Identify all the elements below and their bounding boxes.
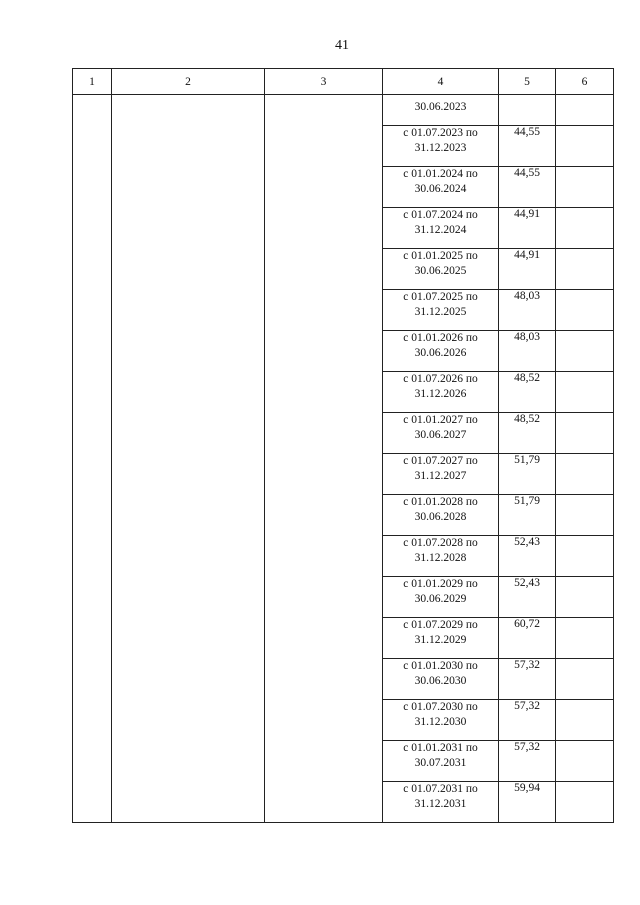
period-cell bbox=[383, 618, 499, 659]
cell-col-6 bbox=[556, 741, 614, 782]
period-start: с 01.01.2030 по bbox=[403, 660, 478, 672]
period-start: с 01.07.2024 по bbox=[403, 209, 478, 221]
period-end: 30.06.2027 bbox=[414, 429, 467, 441]
period-start: с 01.01.2026 по bbox=[403, 332, 478, 344]
period-end: 30.06.2026 bbox=[414, 347, 467, 359]
value-cell: 52,43 bbox=[499, 536, 556, 577]
cell-col-6 bbox=[556, 782, 614, 823]
period-cell bbox=[383, 659, 499, 700]
value-cell: 51,79 bbox=[499, 454, 556, 495]
period-end: 31.12.2023 bbox=[414, 142, 467, 154]
value-cell: 44,55 bbox=[499, 126, 556, 167]
period-cell bbox=[383, 741, 499, 782]
page-number: 41 bbox=[335, 38, 349, 53]
period-start: с 01.07.2029 по bbox=[403, 619, 478, 631]
header-col-2: 2 bbox=[112, 69, 265, 95]
value-cell: 48,03 bbox=[499, 331, 556, 372]
cell-col-6 bbox=[556, 536, 614, 577]
period-start: с 01.07.2025 по bbox=[403, 291, 478, 303]
period-cell bbox=[383, 495, 499, 536]
period-start: с 01.01.2027 по bbox=[403, 414, 478, 426]
value-cell: 44,91 bbox=[499, 249, 556, 290]
period-cell bbox=[383, 577, 499, 618]
cell-col-6 bbox=[556, 700, 614, 741]
value-cell: 57,32 bbox=[499, 659, 556, 700]
value-cell: 48,03 bbox=[499, 290, 556, 331]
cell-col-6 bbox=[556, 167, 614, 208]
cell-col-6 bbox=[556, 331, 614, 372]
header-col-3: 3 bbox=[265, 69, 383, 95]
cell-col-6 bbox=[556, 208, 614, 249]
period-cell bbox=[383, 372, 499, 413]
period-end: 31.12.2026 bbox=[414, 388, 467, 400]
period-start: с 01.07.2031 по bbox=[403, 783, 478, 795]
period-end: 30.06.2025 bbox=[414, 265, 467, 277]
period-cell bbox=[383, 126, 499, 167]
cell-col-3 bbox=[265, 95, 383, 823]
period-start: с 01.07.2028 по bbox=[403, 537, 478, 549]
period-cell bbox=[383, 290, 499, 331]
period-start: с 01.01.2025 по bbox=[403, 250, 478, 262]
cell-col-1 bbox=[73, 95, 112, 823]
header-col-5: 5 bbox=[499, 69, 556, 95]
value-cell: 52,43 bbox=[499, 577, 556, 618]
value-cell: 59,94 bbox=[499, 782, 556, 823]
header-row bbox=[73, 69, 614, 95]
period-cell bbox=[383, 454, 499, 495]
period-cell bbox=[383, 208, 499, 249]
cell-col-2 bbox=[112, 95, 265, 823]
value-cell bbox=[499, 95, 556, 126]
period-cell bbox=[383, 167, 499, 208]
period-start: с 01.07.2026 по bbox=[403, 373, 478, 385]
period-end: 30.06.2028 bbox=[414, 511, 467, 523]
tariff-table bbox=[72, 68, 614, 823]
period-start: с 01.07.2027 по bbox=[403, 455, 478, 467]
value-cell: 48,52 bbox=[499, 372, 556, 413]
period-cell bbox=[383, 331, 499, 372]
cell-col-6 bbox=[556, 95, 614, 126]
period-cell bbox=[383, 249, 499, 290]
cell-col-6 bbox=[556, 413, 614, 454]
cell-col-6 bbox=[556, 454, 614, 495]
period-start: с 01.01.2024 по bbox=[403, 168, 478, 180]
value-cell: 57,32 bbox=[499, 741, 556, 782]
header-col-6: 6 bbox=[556, 69, 614, 95]
period-start: с 01.01.2029 по bbox=[403, 578, 478, 590]
cell-col-6 bbox=[556, 577, 614, 618]
period-cell bbox=[383, 536, 499, 577]
period-end: 31.12.2031 bbox=[414, 798, 467, 810]
cell-col-6 bbox=[556, 659, 614, 700]
period-cell bbox=[383, 700, 499, 741]
period-start: с 01.07.2030 по bbox=[403, 701, 478, 713]
value-cell: 51,79 bbox=[499, 495, 556, 536]
cell-col-6 bbox=[556, 372, 614, 413]
period-end: 30.07.2031 bbox=[414, 757, 467, 769]
period-end: 31.12.2025 bbox=[414, 306, 467, 318]
period-start: с 01.01.2031 по bbox=[403, 742, 478, 754]
header-col-1: 1 bbox=[73, 69, 112, 95]
value-cell: 60,72 bbox=[499, 618, 556, 659]
period-end: 30.06.2024 bbox=[414, 183, 467, 195]
cell-col-6 bbox=[556, 290, 614, 331]
cell-col-6 bbox=[556, 126, 614, 167]
value-cell: 57,32 bbox=[499, 700, 556, 741]
period-start: с 01.01.2028 по bbox=[403, 496, 478, 508]
period-end: 31.12.2024 bbox=[414, 224, 467, 236]
cell-col-6 bbox=[556, 495, 614, 536]
period-end: 30.06.2030 bbox=[414, 675, 467, 687]
period-end: 31.12.2027 bbox=[414, 470, 467, 482]
value-cell: 44,55 bbox=[499, 167, 556, 208]
period-cell bbox=[383, 782, 499, 823]
period-end: 30.06.2029 bbox=[414, 593, 467, 605]
value-cell: 48,52 bbox=[499, 413, 556, 454]
period-cell: 30.06.2023 bbox=[383, 95, 499, 126]
period-end: 31.12.2028 bbox=[414, 552, 467, 564]
period-end: 31.12.2030 bbox=[414, 716, 467, 728]
period-start: с 01.07.2023 по bbox=[403, 127, 478, 139]
table-row bbox=[73, 95, 614, 126]
period-end: 31.12.2029 bbox=[414, 634, 467, 646]
value-cell: 44,91 bbox=[499, 208, 556, 249]
period-cell bbox=[383, 413, 499, 454]
header-col-4: 4 bbox=[383, 69, 499, 95]
cell-col-6 bbox=[556, 249, 614, 290]
cell-col-6 bbox=[556, 618, 614, 659]
